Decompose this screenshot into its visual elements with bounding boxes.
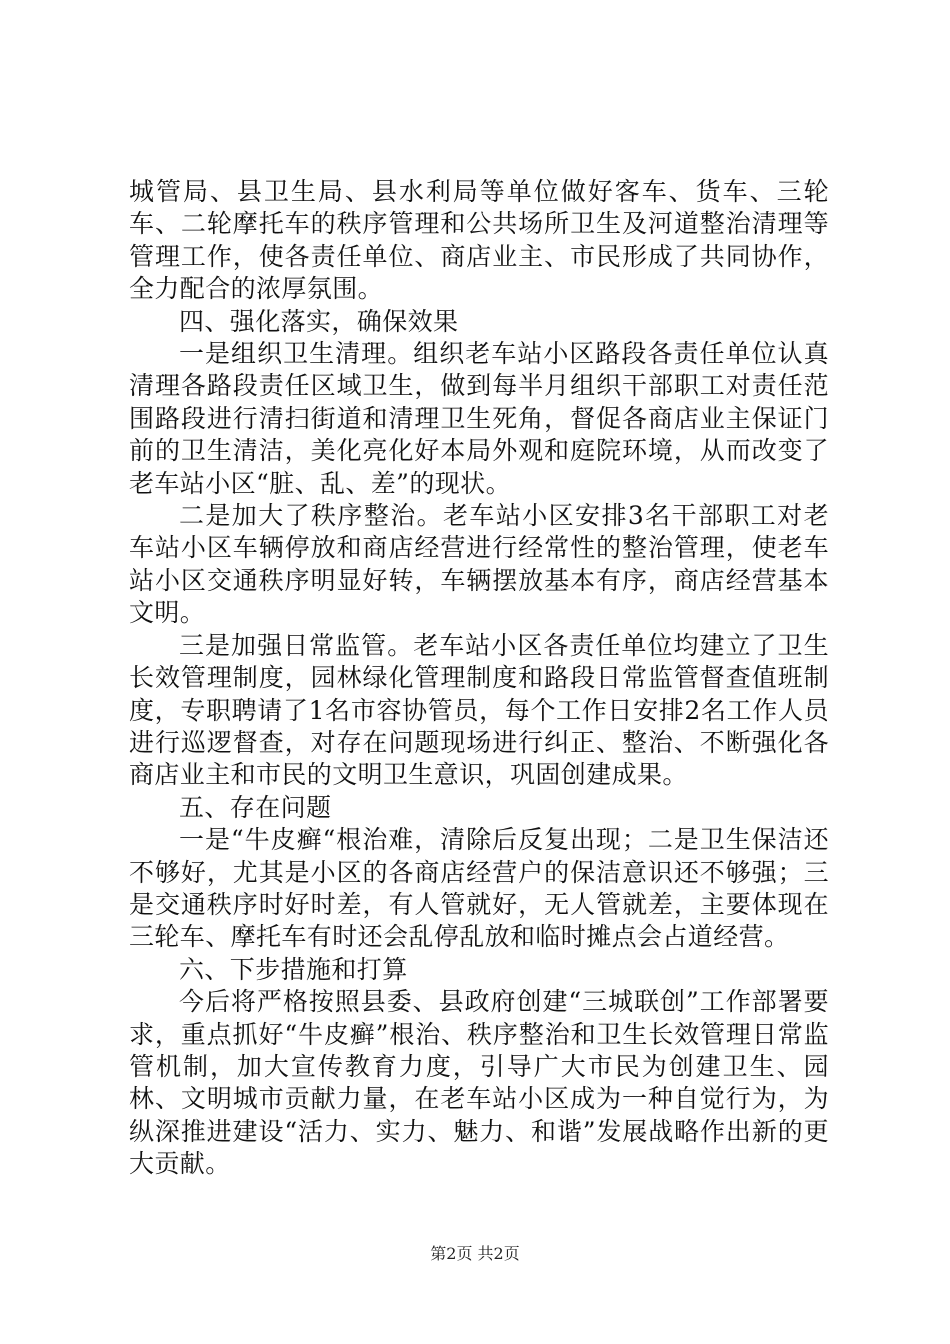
paragraph-7: 一是“牛皮癣“根治难，清除后反复出现；二是卫生保洁还不够好，尤其是小区的各商店经营户的保洁意识还不够强；三是交通秩序时好时差，有人管就好，无人管就差，主要体现在三轮车、摩托车有时还会乱停乱放和临时摊点会占道经营。 (129, 825, 829, 952)
paragraph-5: 三是加强日常监管。老车站小区各责任单位均建立了卫生长效管理制度，园林绿化管理制度和路段日常监管督查值班制度，专职聘请了1名市容协管员，每个工作日安排2名工作人员进行巡逻督查，对存在问题现场进行纠正、整治、不断强化各商店业主和市民的文明卫生意识，巩固创建成果。 (129, 630, 829, 790)
paragraph-9: 今后将严格按照县委、县政府创建“三城联创”工作部署要求，重点抓好“牛皮癣”根治、秩序整治和卫生长效管理日常监管机制，加大宣传教育力度，引导广大市民为创建卫生、园林、文明城市贡献力量，在老车站小区成为一种自觉行为，为纵深推进建设“活力、实力、魅力、和谐”发展战略作出新的更大贡献。 (129, 987, 829, 1179)
paragraph-4: 二是加大了秩序整治。老车站小区安排3名干部职工对老车站小区车辆停放和商店经营进行经常性的整治管理，使老车站小区交通秩序明显好转，车辆摆放基本有序，商店经营基本文明。 (129, 501, 829, 628)
section-heading-4: 四、强化落实，确保效果 (179, 306, 459, 336)
section-heading-5: 五、存在问题 (179, 792, 332, 822)
page-footer: 第2页 共2页 (430, 1244, 520, 1263)
paragraph-1: 城管局、县卫生局、县水利局等单位做好客车、货车、三轮车、二轮摩托车的秩序管理和公共场所卫生及河道整治清理等管理工作，使各责任单位、商店业主、市民形成了共同协作，全力配合的浓厚氛围。 (129, 177, 829, 304)
section-heading-6: 六、下步措施和打算 (179, 954, 408, 984)
paragraph-3: 一是组织卫生清理。组织老车站小区路段各责任单位认真清理各路段责任区域卫生，做到每半月组织干部职工对责任范围路段进行清扫街道和清理卫生死角，督促各商店业主保证门前的卫生清洁，美化亮化好本局外观和庭院环境，从而改变了老车站小区“脏、乱、差”的现状。 (129, 339, 829, 498)
document-body (129, 176, 829, 1181)
